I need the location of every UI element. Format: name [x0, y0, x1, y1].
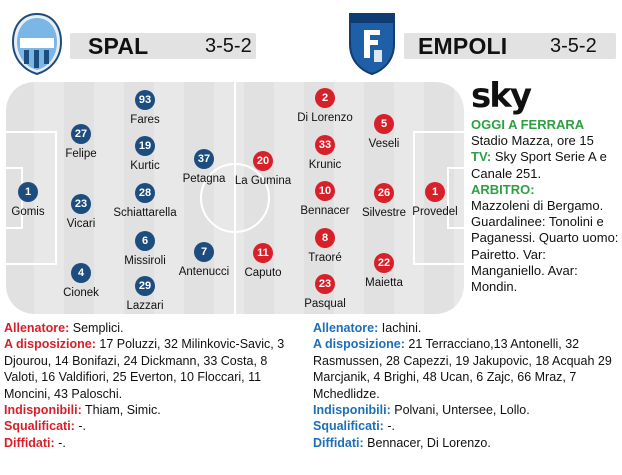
player-number: 23: [315, 274, 335, 294]
match-venue-time: Stadio Mazza, ore 15: [471, 133, 594, 149]
player-name: Gomis: [11, 206, 45, 218]
player-number: 7: [194, 242, 214, 262]
home-bench: [4, 336, 304, 402]
player-number: 4: [71, 263, 91, 283]
player-name: Krunic: [308, 159, 342, 171]
away-bench: [313, 336, 620, 402]
home-team-name: SPAL: [88, 33, 149, 59]
tv-value: Sky Sport Serie A e Canale 251.: [471, 149, 607, 181]
match-info: [471, 78, 621, 295]
unavailable-value: Thiam, Simic.: [81, 403, 161, 418]
suspended-label: Squalificati:: [313, 419, 384, 434]
unavailable-label: Indisponibili:: [4, 403, 82, 418]
home-details: [4, 320, 304, 451]
player-name: Veseli: [368, 138, 400, 150]
player-number: 26: [374, 183, 394, 203]
player-number: 11: [253, 243, 273, 263]
player-name: Silvestre: [361, 207, 407, 219]
player-number: 37: [194, 149, 214, 169]
home-suspended: [4, 418, 304, 434]
player-number: 28: [135, 183, 155, 203]
coach-label: Allenatore:: [4, 321, 70, 335]
away-team-name: EMPOLI: [418, 33, 508, 59]
suspended-value: -.: [74, 419, 86, 434]
player-name: Caputo: [244, 267, 282, 279]
tv-label: TV:: [471, 149, 492, 165]
away-team-module: 3-5-2: [550, 35, 597, 57]
player-name: Pasqual: [304, 298, 346, 310]
player-name: Missiroli: [124, 255, 166, 267]
coach-value: Iachini.: [378, 321, 422, 335]
player-number: 19: [135, 136, 155, 156]
spal-crest-icon: [10, 12, 64, 76]
match-location: OGGI A FERRARA: [471, 117, 585, 132]
referee-label: ARBITRO:: [471, 181, 535, 197]
empoli-crest-icon: [344, 8, 400, 76]
player-name: Bennacer: [300, 205, 350, 217]
home-unavailable: [4, 402, 304, 418]
pitch: [4, 80, 466, 316]
away-warned: [313, 435, 620, 451]
warned-label: Diffidati:: [4, 435, 55, 450]
away-unavailable: [313, 402, 620, 418]
warned-label: Diffidati:: [313, 435, 364, 450]
player-name: Provedel: [412, 206, 458, 218]
player-name: Vicari: [66, 218, 96, 230]
player-number: 1: [425, 182, 445, 202]
home-team-module: 3-5-2: [205, 35, 252, 57]
player-number: 93: [135, 90, 155, 110]
player-number: 22: [374, 253, 394, 273]
sky-logo: sky: [471, 76, 531, 116]
player-number: 29: [135, 276, 155, 296]
unavailable-value: Polvani, Untersee, Lollo.: [390, 403, 530, 418]
player-number: 27: [71, 124, 91, 144]
player-number: 20: [253, 151, 273, 171]
player-home-fares: [100, 90, 190, 127]
player-home-schiattarella: [100, 183, 190, 220]
player-away-maietta: [339, 253, 429, 290]
player-name: Lazzari: [126, 300, 164, 312]
away-details: [313, 320, 620, 451]
player-number: 10: [315, 181, 335, 201]
player-number: 6: [135, 231, 155, 251]
player-number: 33: [315, 135, 335, 155]
player-name: Cionek: [63, 287, 99, 299]
coach-label: Allenatore:: [313, 321, 379, 335]
bench-value: 21 Terracciano,13 Antonelli, 32 Rasmussen, 28 Capezzi, 19 Jakupovic, 18 Acquah 29 Marcjanik, 4 Brighi, 48 Ucan, 6 Zajc, 66 Mraz, 7 Mchedlidze.: [313, 337, 612, 401]
coach-value: Semplici.: [69, 321, 124, 335]
player-name: Antenucci: [178, 266, 230, 278]
player-name: Traoré: [308, 252, 342, 264]
tv-line: [471, 149, 621, 181]
player-number: 1: [18, 182, 38, 202]
player-number: 2: [315, 88, 335, 108]
warned-value: -.: [54, 435, 66, 450]
player-number: 23: [71, 194, 91, 214]
warned-value: Bennacer, Di Lorenzo.: [363, 435, 491, 450]
home-coach: [4, 320, 304, 336]
player-name: Maietta: [365, 277, 403, 289]
player-number: 8: [315, 228, 335, 248]
away-suspended: [313, 418, 620, 434]
bench-label: A disposizione:: [313, 337, 405, 352]
player-home-lazzari: [100, 276, 190, 313]
home-warned: [4, 435, 304, 451]
bench-label: A disposizione:: [4, 337, 96, 352]
player-name: Felipe: [65, 148, 97, 160]
player-name: Petagna: [182, 173, 226, 185]
player-name: Fares: [130, 114, 160, 126]
player-away-veseli: [339, 114, 429, 151]
referee-value: Mazzoleni di Bergamo. Guardalinee: Tonolini e Paganessi. Quarto uomo: Pairetto. Var: Manganiello. Avar: Mondin.: [471, 198, 619, 295]
player-number: 5: [374, 114, 394, 134]
player-away-provedel: [390, 182, 480, 219]
player-name: Di Lorenzo: [297, 112, 353, 124]
player-name: Schiattarella: [113, 207, 177, 219]
away-coach: [313, 320, 620, 336]
player-name: Kurtic: [130, 160, 160, 172]
suspended-label: Squalificati:: [4, 419, 75, 434]
bench-value: 17 Poluzzi, 32 Milinkovic-Savic, 3 Djourou, 14 Bonifazi, 24 Dickmann, 33 Costa, 8 Valoti, 16 Valdifiori, 25 Everton, 10 Floccari, 11 Moncini, 43 Paloschi.: [4, 337, 285, 401]
player-name: La Gumina: [234, 175, 292, 187]
suspended-value: -.: [383, 419, 395, 434]
unavailable-label: Indisponibili:: [313, 403, 391, 418]
